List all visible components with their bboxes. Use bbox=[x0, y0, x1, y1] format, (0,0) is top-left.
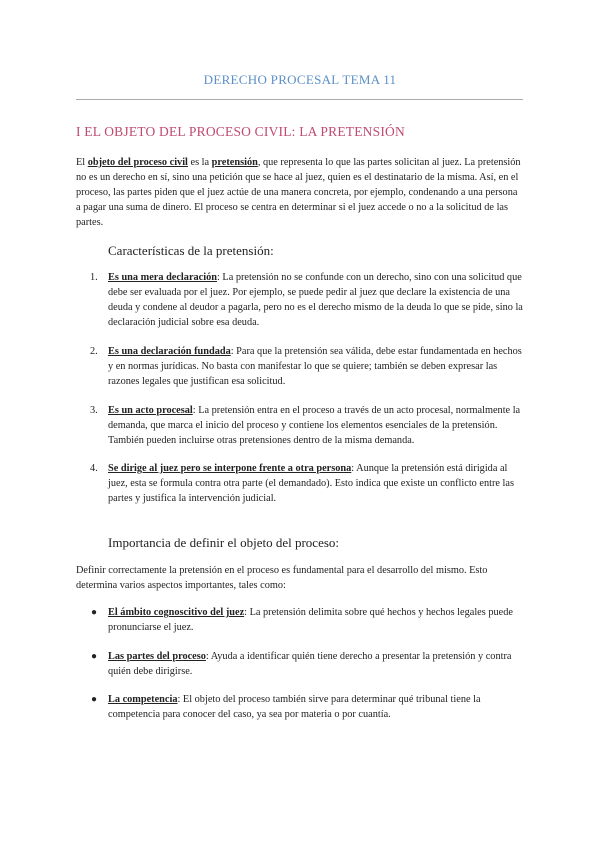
list-item bbox=[108, 403, 524, 448]
list-item-text: : La pretensión entra en el proceso a través de un acto procesal, normalmente la demanda, que marca el inicio del proceso y contiene los elementos esenciales de la pretensión. También pueden incluirse otras pretensiones dentro de la misma demanda. bbox=[108, 405, 521, 446]
list-item-term: Es un acto procesal bbox=[108, 405, 193, 416]
list-item-term: Es una mera declaración bbox=[108, 272, 217, 283]
bullet-icon: ● bbox=[91, 651, 98, 662]
bullet-icon: ● bbox=[91, 607, 98, 618]
bullet-item bbox=[108, 605, 524, 635]
list-number: 4. bbox=[90, 463, 98, 474]
characteristics-heading: Características de la pretensión: bbox=[108, 243, 274, 258]
intro-bold-objeto: objeto del proceso civil bbox=[87, 157, 188, 168]
list-item-text: : Aunque la pretensión está dirigida al juez, esta se formula contra otra parte (el demandado). Esto indica que existe un conflicto entre las partes y justifica la intervención judicial. bbox=[108, 463, 514, 504]
bullet-item-term: Las partes del proceso bbox=[108, 651, 206, 662]
bullet-item bbox=[108, 649, 524, 679]
section-title: I EL OBJETO DEL PROCESO CIVIL: LA PRETENSIÓN bbox=[76, 124, 405, 139]
bullet-item-term: El ámbito cognoscitivo del juez bbox=[108, 607, 245, 618]
header-divider bbox=[76, 99, 523, 100]
list-number: 3. bbox=[90, 405, 98, 416]
intro-post: , que representa lo que las partes solicitan al juez. La pretensión no es un derecho en sí, sino una petición que se hace al juez, quien es el destinatario de la misma. Así, en el proceso, las partes piden que el juez actúe de una manera concreta, por ejemplo, condenando a una persona a pagar una suma de dinero. El proceso se centra en determinar si el juez accede o no a la solicitud de las partes. bbox=[76, 157, 521, 228]
bullet-item-text: : La pretensión delimita sobre qué hechos y hechos legales puede pronunciarse el juez. bbox=[108, 607, 513, 633]
bullet-item-text: : Ayuda a identificar quién tiene derecho a presentar la pretensión y contra quién debe dirigirse. bbox=[108, 651, 512, 677]
bullet-item-text: : El objeto del proceso también sirve para determinar qué tribunal tiene la competencia para conocer del caso, ya sea por materia o por cuantía. bbox=[108, 694, 481, 720]
importance-heading: Importancia de definir el objeto del proceso: bbox=[108, 535, 340, 550]
bullet-icon: ● bbox=[91, 694, 98, 705]
list-number: 1. bbox=[90, 272, 98, 283]
intro-mid: es la bbox=[187, 157, 212, 168]
intro-pre: El bbox=[76, 157, 88, 168]
list-item-text: : La pretensión no se confunde con un derecho, sino con una solicitud que debe ser evaluada por el juez. Por ejemplo, se puede pedir al juez que declare la existencia de una deuda y condene al deudor a pagarla, pero no es el derecho mismo de la deuda lo que se pide, sino la declaración judicial sobre esa deuda. bbox=[108, 272, 523, 328]
list-number: 2. bbox=[90, 346, 98, 357]
intro-paragraph bbox=[76, 155, 524, 230]
list-item-term: Se dirige al juez pero se interpone frente a otra persona bbox=[108, 463, 352, 474]
list-item-term: Es una declaración fundada bbox=[108, 346, 231, 357]
list-item bbox=[108, 344, 524, 389]
intro-bold-pretension: pretensión bbox=[211, 157, 258, 168]
importance-intro: Definir correctamente la pretensión en el proceso es fundamental para el desarrollo del mismo. Esto determina varios aspectos importantes, tales como: bbox=[76, 565, 488, 591]
bullet-item-term: La competencia bbox=[108, 694, 178, 705]
list-item bbox=[108, 461, 524, 506]
bullet-item bbox=[108, 692, 524, 722]
list-item bbox=[108, 270, 524, 330]
page-header: DERECHO PROCESAL TEMA 11 bbox=[203, 72, 397, 87]
list-item-text: : Para que la pretensión sea válida, debe estar fundamentada en hechos y en normas jurídicas. No basta con manifestar lo que se quiere; también se deben expresar las razones legales que justifican esa solicitud. bbox=[108, 346, 522, 387]
